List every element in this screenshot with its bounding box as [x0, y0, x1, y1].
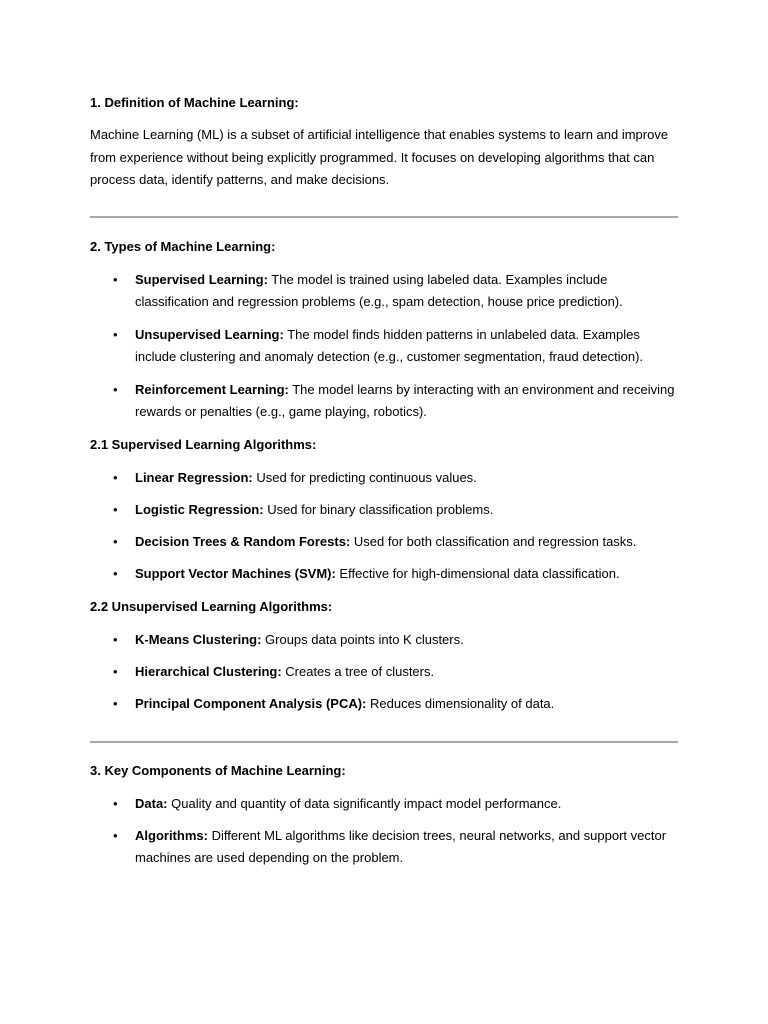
bullet-icon: •	[113, 795, 118, 811]
list-item-term: Algorithms:	[135, 827, 208, 843]
list-item-text: Different ML algorithms like decision trees, neural networks, and support vector machines are used depending on the problem.	[135, 827, 667, 865]
list-item	[90, 269, 678, 313]
section-heading-supervised-algorithms: 2.1 Supervised Learning Algorithms:	[90, 436, 317, 452]
section-heading-types: 2. Types of Machine Learning:	[90, 238, 276, 254]
bullet-icon: •	[113, 533, 118, 549]
list-item-term: K-Means Clustering:	[135, 631, 262, 647]
list-item	[90, 693, 678, 715]
list-item-text: Effective for high-dimensional data classification.	[335, 565, 620, 581]
section-heading-unsupervised-algorithms: 2.2 Unsupervised Learning Algorithms:	[90, 598, 333, 614]
list-item-term: Logistic Regression:	[135, 501, 264, 517]
list-item	[90, 629, 678, 651]
list-item	[90, 563, 678, 585]
bullet-icon: •	[113, 631, 118, 647]
list-item	[90, 825, 678, 869]
list-item-text: Used for binary classification problems.	[263, 501, 494, 517]
types-list	[90, 269, 678, 423]
bullet-icon: •	[113, 501, 118, 517]
list-item	[90, 499, 678, 521]
bullet-icon: •	[113, 271, 118, 287]
unsupervised-algorithms-list	[90, 629, 678, 715]
bullet-icon: •	[113, 663, 118, 679]
list-item-text: Groups data points into K clusters.	[261, 631, 464, 647]
list-item-text: Used for both classification and regression tasks.	[350, 533, 637, 549]
list-item-term: Principal Component Analysis (PCA):	[135, 695, 367, 711]
document-page	[90, 94, 678, 869]
list-item	[90, 379, 678, 423]
list-item-text: The model finds hidden patterns in unlabeled data. Examples include clustering and anomaly detection (e.g., customer segmentation, fraud detection).	[135, 326, 644, 364]
bullet-icon: •	[113, 326, 118, 342]
list-item-term: Support Vector Machines (SVM):	[135, 565, 336, 581]
list-item-text: Reduces dimensionality of data.	[366, 695, 555, 711]
list-item-term: Data:	[135, 795, 168, 811]
list-item	[90, 467, 678, 489]
list-item-term: Supervised Learning:	[135, 271, 268, 287]
list-item-text: Quality and quantity of data significantly impact model performance.	[167, 795, 562, 811]
list-item-text: The model is trained using labeled data. Examples include classification and regression problems (e.g., spam detection, house price prediction).	[135, 271, 623, 309]
bullet-icon: •	[113, 469, 118, 485]
list-item	[90, 793, 678, 815]
bullet-icon: •	[113, 381, 118, 397]
list-item	[90, 531, 678, 553]
horizontal-divider	[90, 741, 678, 743]
supervised-algorithms-list	[90, 467, 678, 585]
key-components-list	[90, 793, 678, 869]
horizontal-divider	[90, 216, 678, 218]
bullet-icon: •	[113, 565, 118, 581]
section-heading-definition: 1. Definition of Machine Learning:	[90, 95, 299, 110]
list-item	[90, 324, 678, 368]
bullet-icon: •	[113, 827, 118, 843]
list-item-term: Unsupervised Learning:	[135, 326, 284, 342]
list-item-term: Hierarchical Clustering:	[135, 663, 282, 679]
list-item-term: Decision Trees & Random Forests:	[135, 533, 351, 549]
list-item-text: Creates a tree of clusters.	[281, 663, 435, 679]
section-heading-key-components: 3. Key Components of Machine Learning:	[90, 762, 346, 778]
list-item-term: Reinforcement Learning:	[135, 381, 289, 397]
list-item	[90, 661, 678, 683]
list-item-text: The model learns by interacting with an environment and receiving rewards or penalties (e.g., game playing, robotics).	[135, 381, 675, 419]
definition-paragraph: Machine Learning (ML) is a subset of artificial intelligence that enables systems to learn and improve from experience without being explicitly programmed. It focuses on developing algorithms that can process data, identify patterns, and make decisions.	[90, 127, 669, 187]
list-item-term: Linear Regression:	[135, 469, 253, 485]
bullet-icon: •	[113, 695, 118, 711]
list-item-text: Used for predicting continuous values.	[252, 469, 477, 485]
